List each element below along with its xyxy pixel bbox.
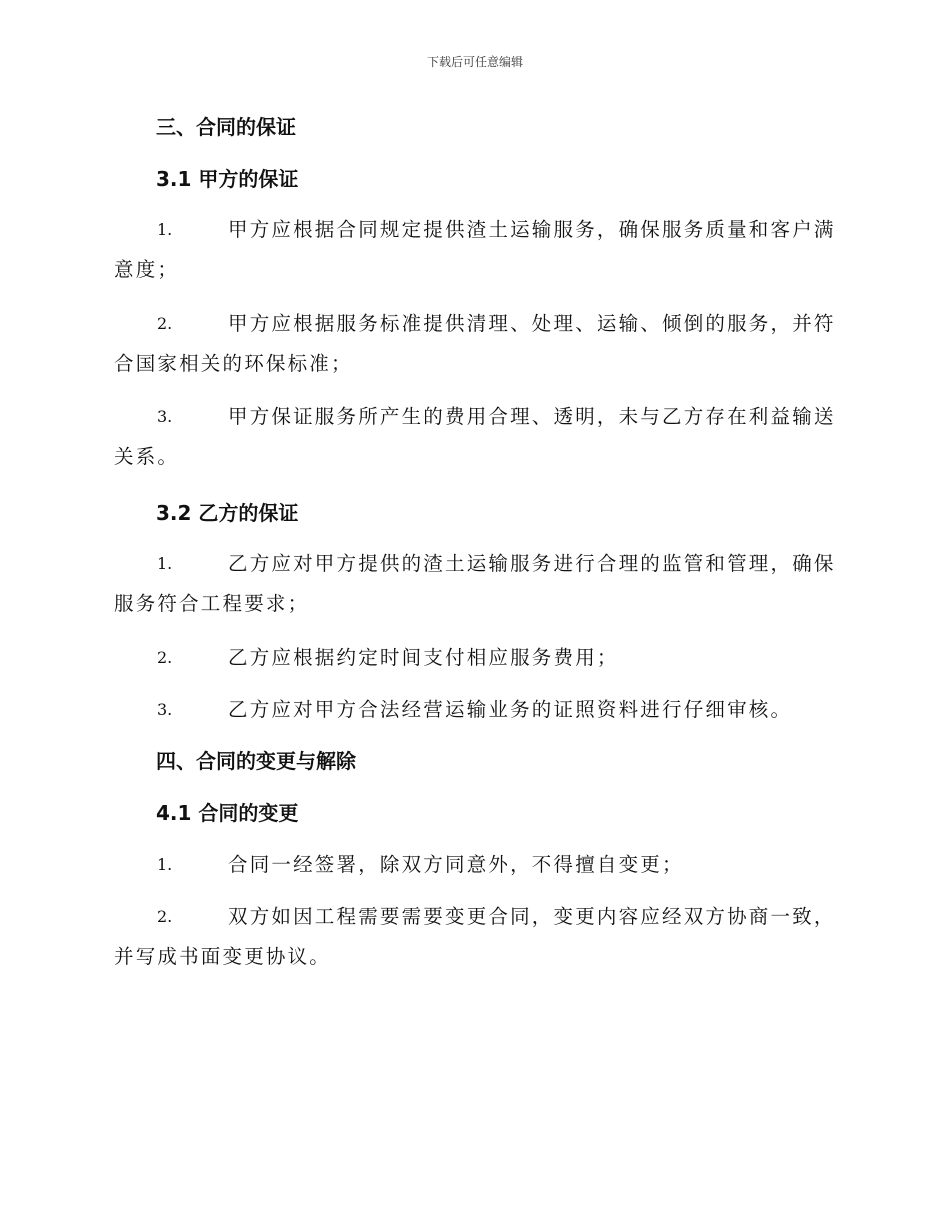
item-text-continued: 服务符合工程要求； — [114, 592, 310, 615]
item-text-continued: 并写成书面变更协议。 — [114, 945, 332, 968]
section-heading: 三、合同的保证 — [156, 115, 296, 139]
page-header: 下载后可任意编辑 — [426, 55, 523, 69]
list-item — [114, 638, 834, 678]
item-number: 2. — [157, 648, 173, 667]
item-text: 甲方保证服务所产生的费用合理、透明，未与乙方存在利益输送 — [228, 405, 836, 428]
item-text: 乙方应对甲方合法经营运输业务的证照资料进行仔细审核。 — [228, 698, 793, 721]
section-heading: 3.2 乙方的保证 — [156, 501, 299, 525]
section-heading: 四、合同的变更与解除 — [156, 749, 356, 773]
list-item — [114, 845, 834, 885]
item-text: 甲方应根据服务标准提供清理、处理、运输、倾倒的服务，并符 — [228, 312, 836, 335]
item-number: 2. — [157, 907, 173, 926]
list-item — [114, 544, 834, 624]
list-item — [114, 210, 834, 290]
item-number: 1. — [157, 554, 173, 573]
section-heading: 4.1 合同的变更 — [156, 801, 299, 825]
section-heading: 3.1 甲方的保证 — [156, 167, 299, 191]
item-text-continued: 关系。 — [114, 445, 180, 468]
item-text-continued: 合国家相关的环保标准； — [114, 352, 353, 375]
item-text-continued: 意度； — [114, 258, 180, 281]
list-item — [114, 397, 834, 477]
item-text: 乙方应根据约定时间支付相应服务费用； — [228, 646, 619, 669]
item-number: 1. — [157, 220, 173, 239]
item-number: 2. — [157, 314, 173, 333]
item-text: 甲方应根据合同规定提供渣土运输服务，确保服务质量和客户满 — [228, 218, 836, 241]
item-number: 3. — [157, 700, 173, 719]
item-text: 双方如因工程需要需要变更合同，变更内容应经双方协商一致， — [228, 905, 836, 928]
list-item — [114, 897, 834, 977]
item-number: 3. — [157, 407, 173, 426]
list-item — [114, 304, 834, 384]
item-number: 1. — [157, 855, 173, 874]
item-text: 乙方应对甲方提供的渣土运输服务进行合理的监管和管理，确保 — [228, 552, 836, 575]
item-text: 合同一经签署，除双方同意外，不得擅自变更； — [228, 853, 684, 876]
list-item — [114, 690, 834, 730]
